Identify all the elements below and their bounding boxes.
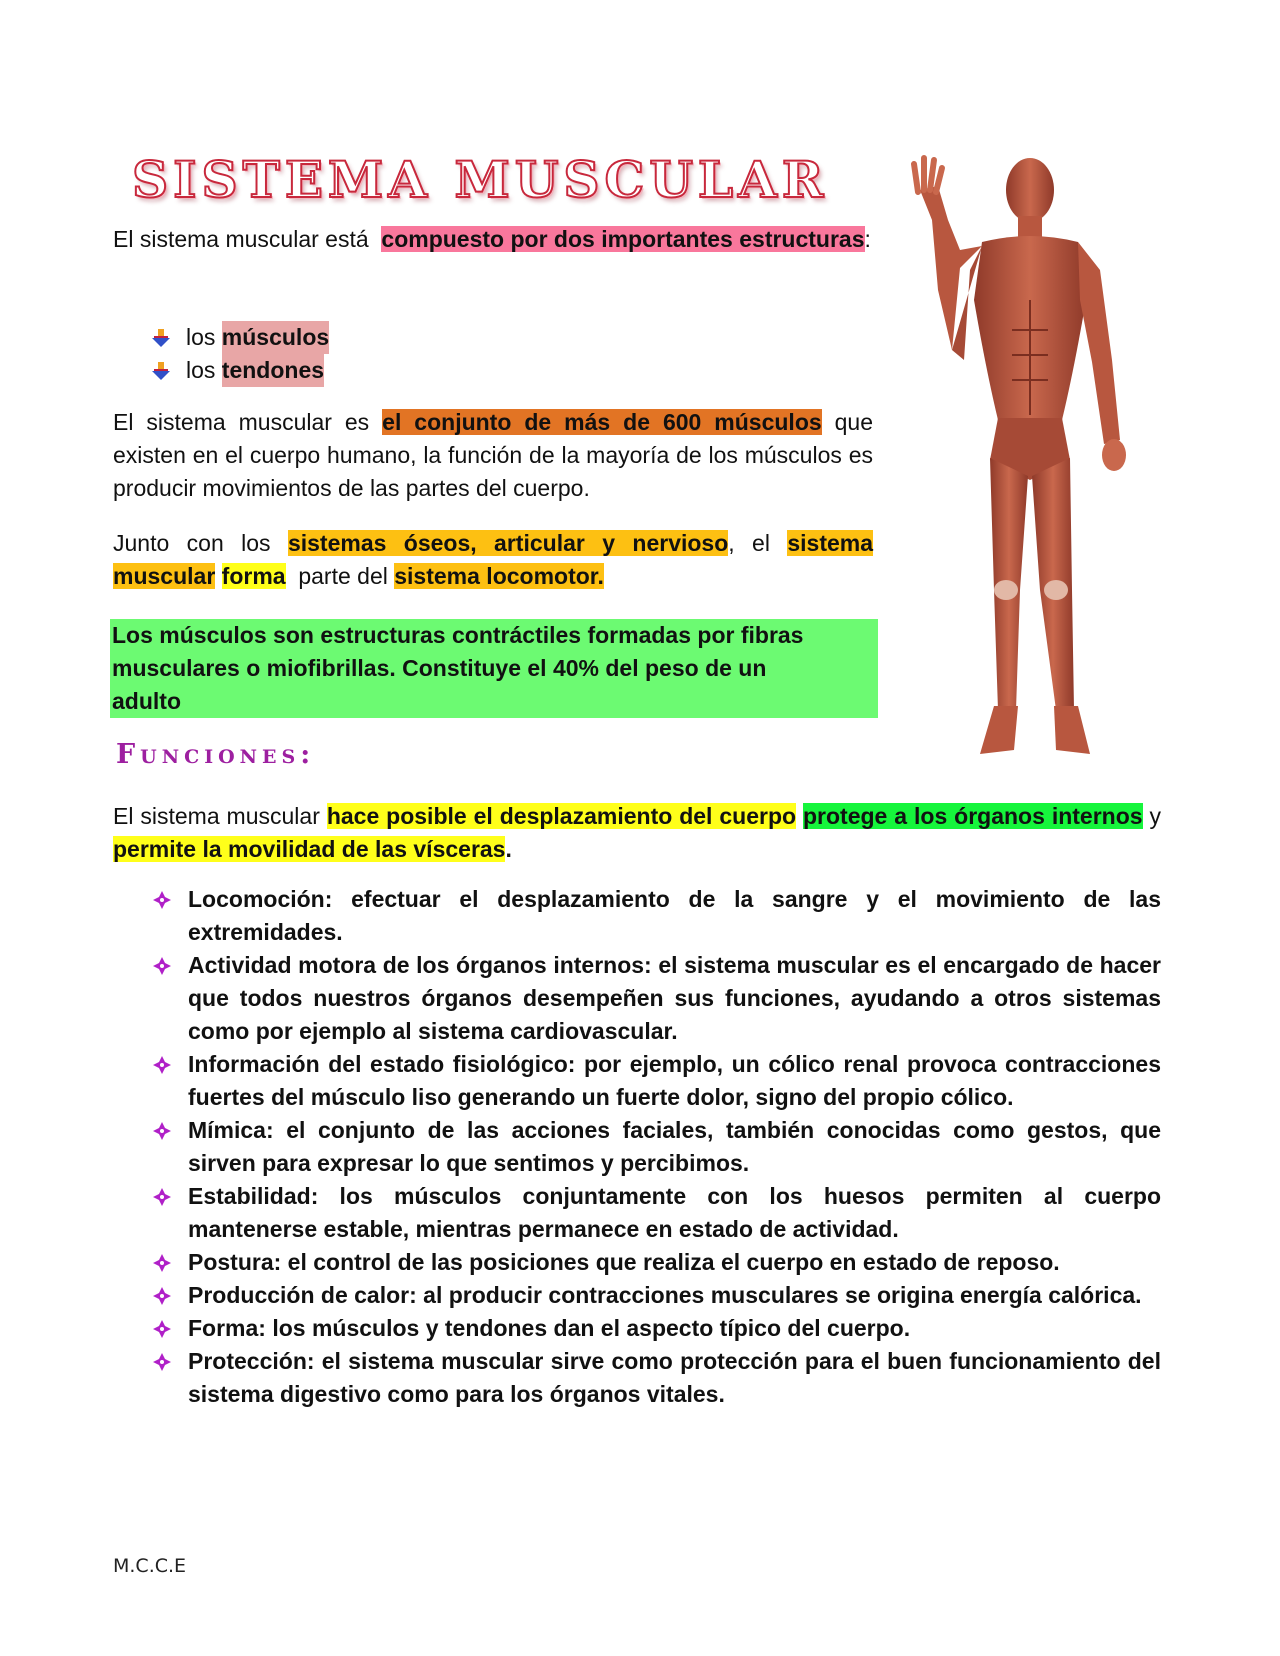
page-title: SISTEMA MUSCULAR: [132, 150, 829, 209]
paragraph3-h1: sistemas óseos, articular y nervioso: [287, 530, 729, 556]
function-text: Forma: los músculos y tendones dan el aspecto típico del cuerpo.: [188, 1315, 911, 1341]
paragraph3-h4: sistema locomotor.: [394, 563, 604, 589]
highlight-box-line: Los músculos son estructuras contráctiles formadas por fibras: [112, 622, 804, 648]
muscle-figure-icon: [890, 150, 1170, 790]
intro-lead: El sistema muscular está: [113, 226, 369, 252]
intro-paragraph: [113, 223, 873, 256]
funciones-intro-mid: y: [1149, 803, 1162, 829]
diamond-bullet-icon: [152, 1352, 172, 1372]
list-item: [152, 1279, 1161, 1312]
list-item: [152, 1180, 1161, 1246]
structure-word: músculos: [222, 321, 329, 354]
paragraph2-lead: El sistema muscular es: [113, 409, 370, 435]
function-text: Locomoción: efectuar el desplazamiento de la sangre y el movimiento de las extremidades.: [188, 886, 1161, 945]
paragraph3-h3: forma: [221, 563, 286, 589]
function-text: Información del estado fisiológico: por ejemplo, un cólico renal provoca contracciones fuertes del músculo liso generando un fuerte dolor, signo del propio cólico.: [188, 1051, 1161, 1110]
list-item: [150, 321, 329, 354]
funciones-intro-h1: hace posible el desplazamiento del cuerpo: [326, 803, 797, 829]
paragraph2-highlight: el conjunto de más de 600 músculos: [382, 409, 822, 435]
structure-prefix: los: [186, 357, 216, 383]
list-item: [152, 949, 1161, 1048]
funciones-intro-h3: permite la movilidad de las vísceras: [113, 836, 506, 862]
structure-word: tendones: [222, 354, 324, 387]
structure-prefix: los: [186, 324, 216, 350]
function-text: Mímica: el conjunto de las acciones faciales, también conocidas como gestos, que sirven para expresar lo que sentimos y percibimos.: [188, 1117, 1161, 1176]
diamond-bullet-icon: [152, 890, 172, 910]
list-item: [150, 354, 329, 387]
diamond-bullet-icon: [152, 1055, 172, 1075]
function-text: Protección: el sistema muscular sirve como protección para el buen funcionamiento del sistema digestivo como para los órganos vitales.: [188, 1348, 1161, 1407]
arrow-down-icon: [150, 327, 172, 349]
funciones-intro-h2: protege a los órganos internos: [803, 803, 1143, 829]
funciones-intro: [113, 800, 1161, 866]
function-text: Producción de calor: al producir contracciones musculares se origina energía calórica.: [188, 1282, 1142, 1308]
highlight-box-line: musculares o miofibrillas. Constituye el 40% del peso de un: [112, 655, 767, 681]
paragraph3-mid2: parte del: [298, 563, 388, 589]
list-item: [152, 1246, 1161, 1279]
footer-initials: M.C.C.E: [113, 1555, 187, 1577]
intro-highlight: compuesto por dos importantes estructuras: [381, 226, 865, 252]
functions-list: [152, 883, 1161, 1411]
list-item: [152, 883, 1161, 949]
list-item: [152, 1114, 1161, 1180]
diamond-bullet-icon: [152, 1286, 172, 1306]
list-item: [152, 1048, 1161, 1114]
funciones-intro-tail: .: [505, 836, 512, 862]
funciones-intro-lead: El sistema muscular: [113, 803, 320, 829]
function-text: Actividad motora de los órganos internos: el sistema muscular es el encargado de hacer que todos nuestros órganos desempeñen sus funciones, ayudando a otros sistemas como por ejemplo al sistema cardiovascular.: [188, 952, 1161, 1044]
paragraph3-lead: Junto con los: [113, 530, 271, 556]
arrow-down-icon: [150, 360, 172, 382]
list-item: [152, 1312, 1161, 1345]
paragraph3-h2: sistema muscular: [113, 530, 874, 589]
diamond-bullet-icon: [152, 956, 172, 976]
paragraph3-mid1: , el: [728, 530, 770, 556]
function-text: Postura: el control de las posiciones que realiza el cuerpo en estado de reposo.: [188, 1249, 1060, 1275]
diamond-bullet-icon: [152, 1253, 172, 1273]
diamond-bullet-icon: [152, 1319, 172, 1339]
structures-list: [150, 321, 329, 387]
paragraph2-tail: que existen en el cuerpo humano, la función de la mayoría de los músculos es producir movimientos de las partes del cuerpo.: [113, 409, 873, 501]
funciones-heading: Funciones:: [116, 739, 316, 770]
list-item: [152, 1345, 1161, 1411]
highlight-box: [110, 619, 878, 718]
paragraph-conjunto: [113, 406, 873, 505]
function-text: Estabilidad: los músculos conjuntamente con los huesos permiten al cuerpo mantenerse estable, mientras permanece en estado de actividad.: [188, 1183, 1161, 1242]
diamond-bullet-icon: [152, 1187, 172, 1207]
diamond-bullet-icon: [152, 1121, 172, 1141]
intro-tail: :: [864, 226, 871, 252]
paragraph-locomotor: [113, 527, 873, 593]
highlight-box-line: adulto: [112, 688, 181, 714]
